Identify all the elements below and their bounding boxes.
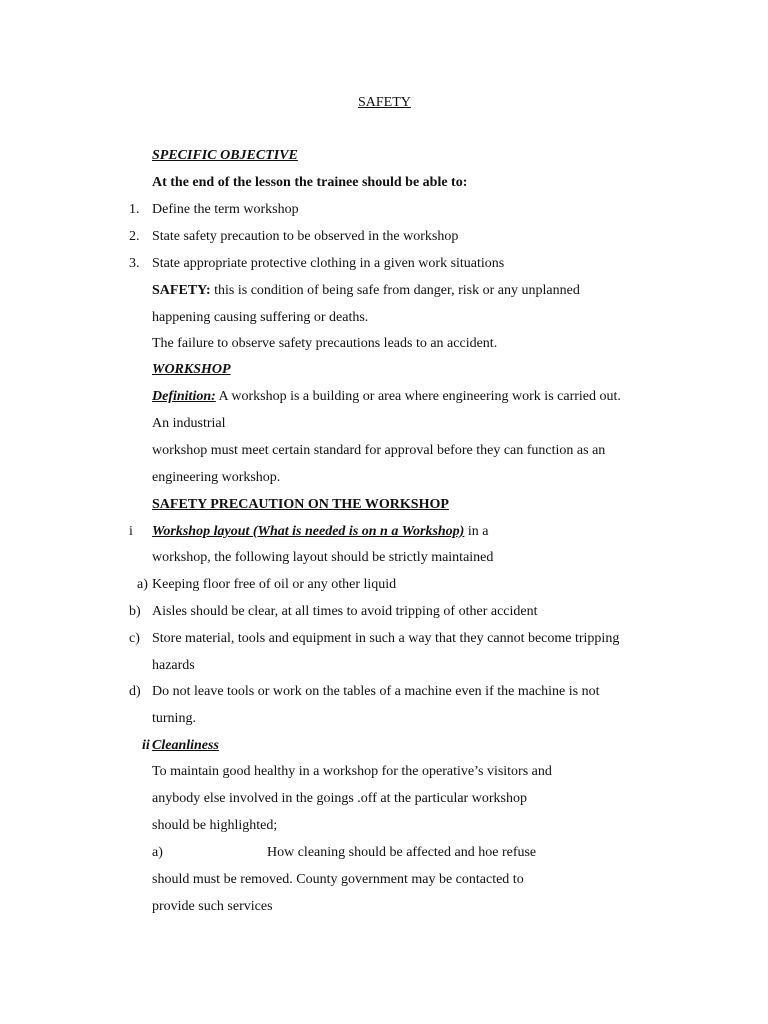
list-item: Do not leave tools or work on the tables of a machine even if the machine is not — [152, 684, 600, 699]
section-i-intro: workshop, the following layout should be strictly maintained — [152, 550, 494, 565]
precaution-heading: SAFETY PRECAUTION ON THE WORKSHOP — [152, 497, 449, 512]
section-ii-heading: Cleanliness — [152, 738, 219, 753]
safety-def-text: this is condition of being safe from danger, risk or any unplanned — [210, 283, 580, 298]
failure-line: The failure to observe safety precautions leads to an accident. — [152, 336, 498, 351]
definition-text: A workshop is a building or area where engineering work is carried out. — [215, 389, 621, 404]
list-item-continuation: provide such services — [152, 899, 273, 914]
list-item: Keeping floor free of oil or any other liquid — [152, 577, 397, 592]
list-item: How cleaning should be affected and hoe refuse — [267, 845, 537, 860]
objective-intro: At the end of the lesson the trainee should be able to: — [152, 175, 468, 190]
list-item: Aisles should be clear, at all times to avoid tripping of other accident — [152, 604, 538, 619]
list-marker: a) — [152, 845, 163, 860]
section-i-heading-tail: in a — [464, 524, 489, 539]
cleanliness-paragraph-line: anybody else involved in the goings .off at the particular workshop — [152, 791, 527, 806]
list-item-continuation: hazards — [152, 658, 195, 673]
list-marker: d) — [129, 684, 141, 699]
list-marker: a) — [137, 577, 148, 592]
safety-definition — [152, 282, 580, 300]
definition-label: Definition: — [152, 389, 216, 404]
list-marker: b) — [129, 604, 141, 619]
document-title: SAFETY — [358, 95, 411, 110]
cleanliness-paragraph-line: To maintain good healthy in a workshop for the operative’s visitors and — [152, 764, 552, 779]
list-item-continuation: should must be removed. County government may be contacted to — [152, 872, 524, 887]
list-marker: 1. — [129, 202, 140, 217]
list-item: Store material, tools and equipment in such a way that they cannot become tripping — [152, 631, 620, 646]
definition-line: An industrial — [152, 416, 226, 431]
list-item: State safety precaution to be observed in the workshop — [152, 229, 459, 244]
section-i-heading-line — [152, 523, 488, 541]
safety-term: SAFETY: — [152, 283, 211, 298]
definition-line: engineering workshop. — [152, 470, 281, 485]
section-marker: i — [129, 524, 133, 539]
workshop-definition — [152, 388, 621, 406]
list-marker: 2. — [129, 229, 140, 244]
definition-line: workshop must meet certain standard for approval before they can function as an — [152, 443, 606, 458]
list-marker: c) — [129, 631, 140, 646]
list-marker: 3. — [129, 256, 140, 271]
workshop-heading: WORKSHOP — [152, 362, 231, 377]
section-i-heading: Workshop layout (What is needed is on n a Workshop) — [152, 524, 465, 539]
list-item: State appropriate protective clothing in a given work situations — [152, 256, 505, 271]
section-marker: ii — [142, 738, 150, 753]
safety-def-line: happening causing suffering or deaths. — [152, 310, 369, 325]
specific-objective-heading: SPECIFIC OBJECTIVE — [152, 148, 298, 163]
list-item: Define the term workshop — [152, 202, 299, 217]
list-item-continuation: turning. — [152, 711, 196, 726]
cleanliness-paragraph-line: should be highlighted; — [152, 818, 278, 833]
